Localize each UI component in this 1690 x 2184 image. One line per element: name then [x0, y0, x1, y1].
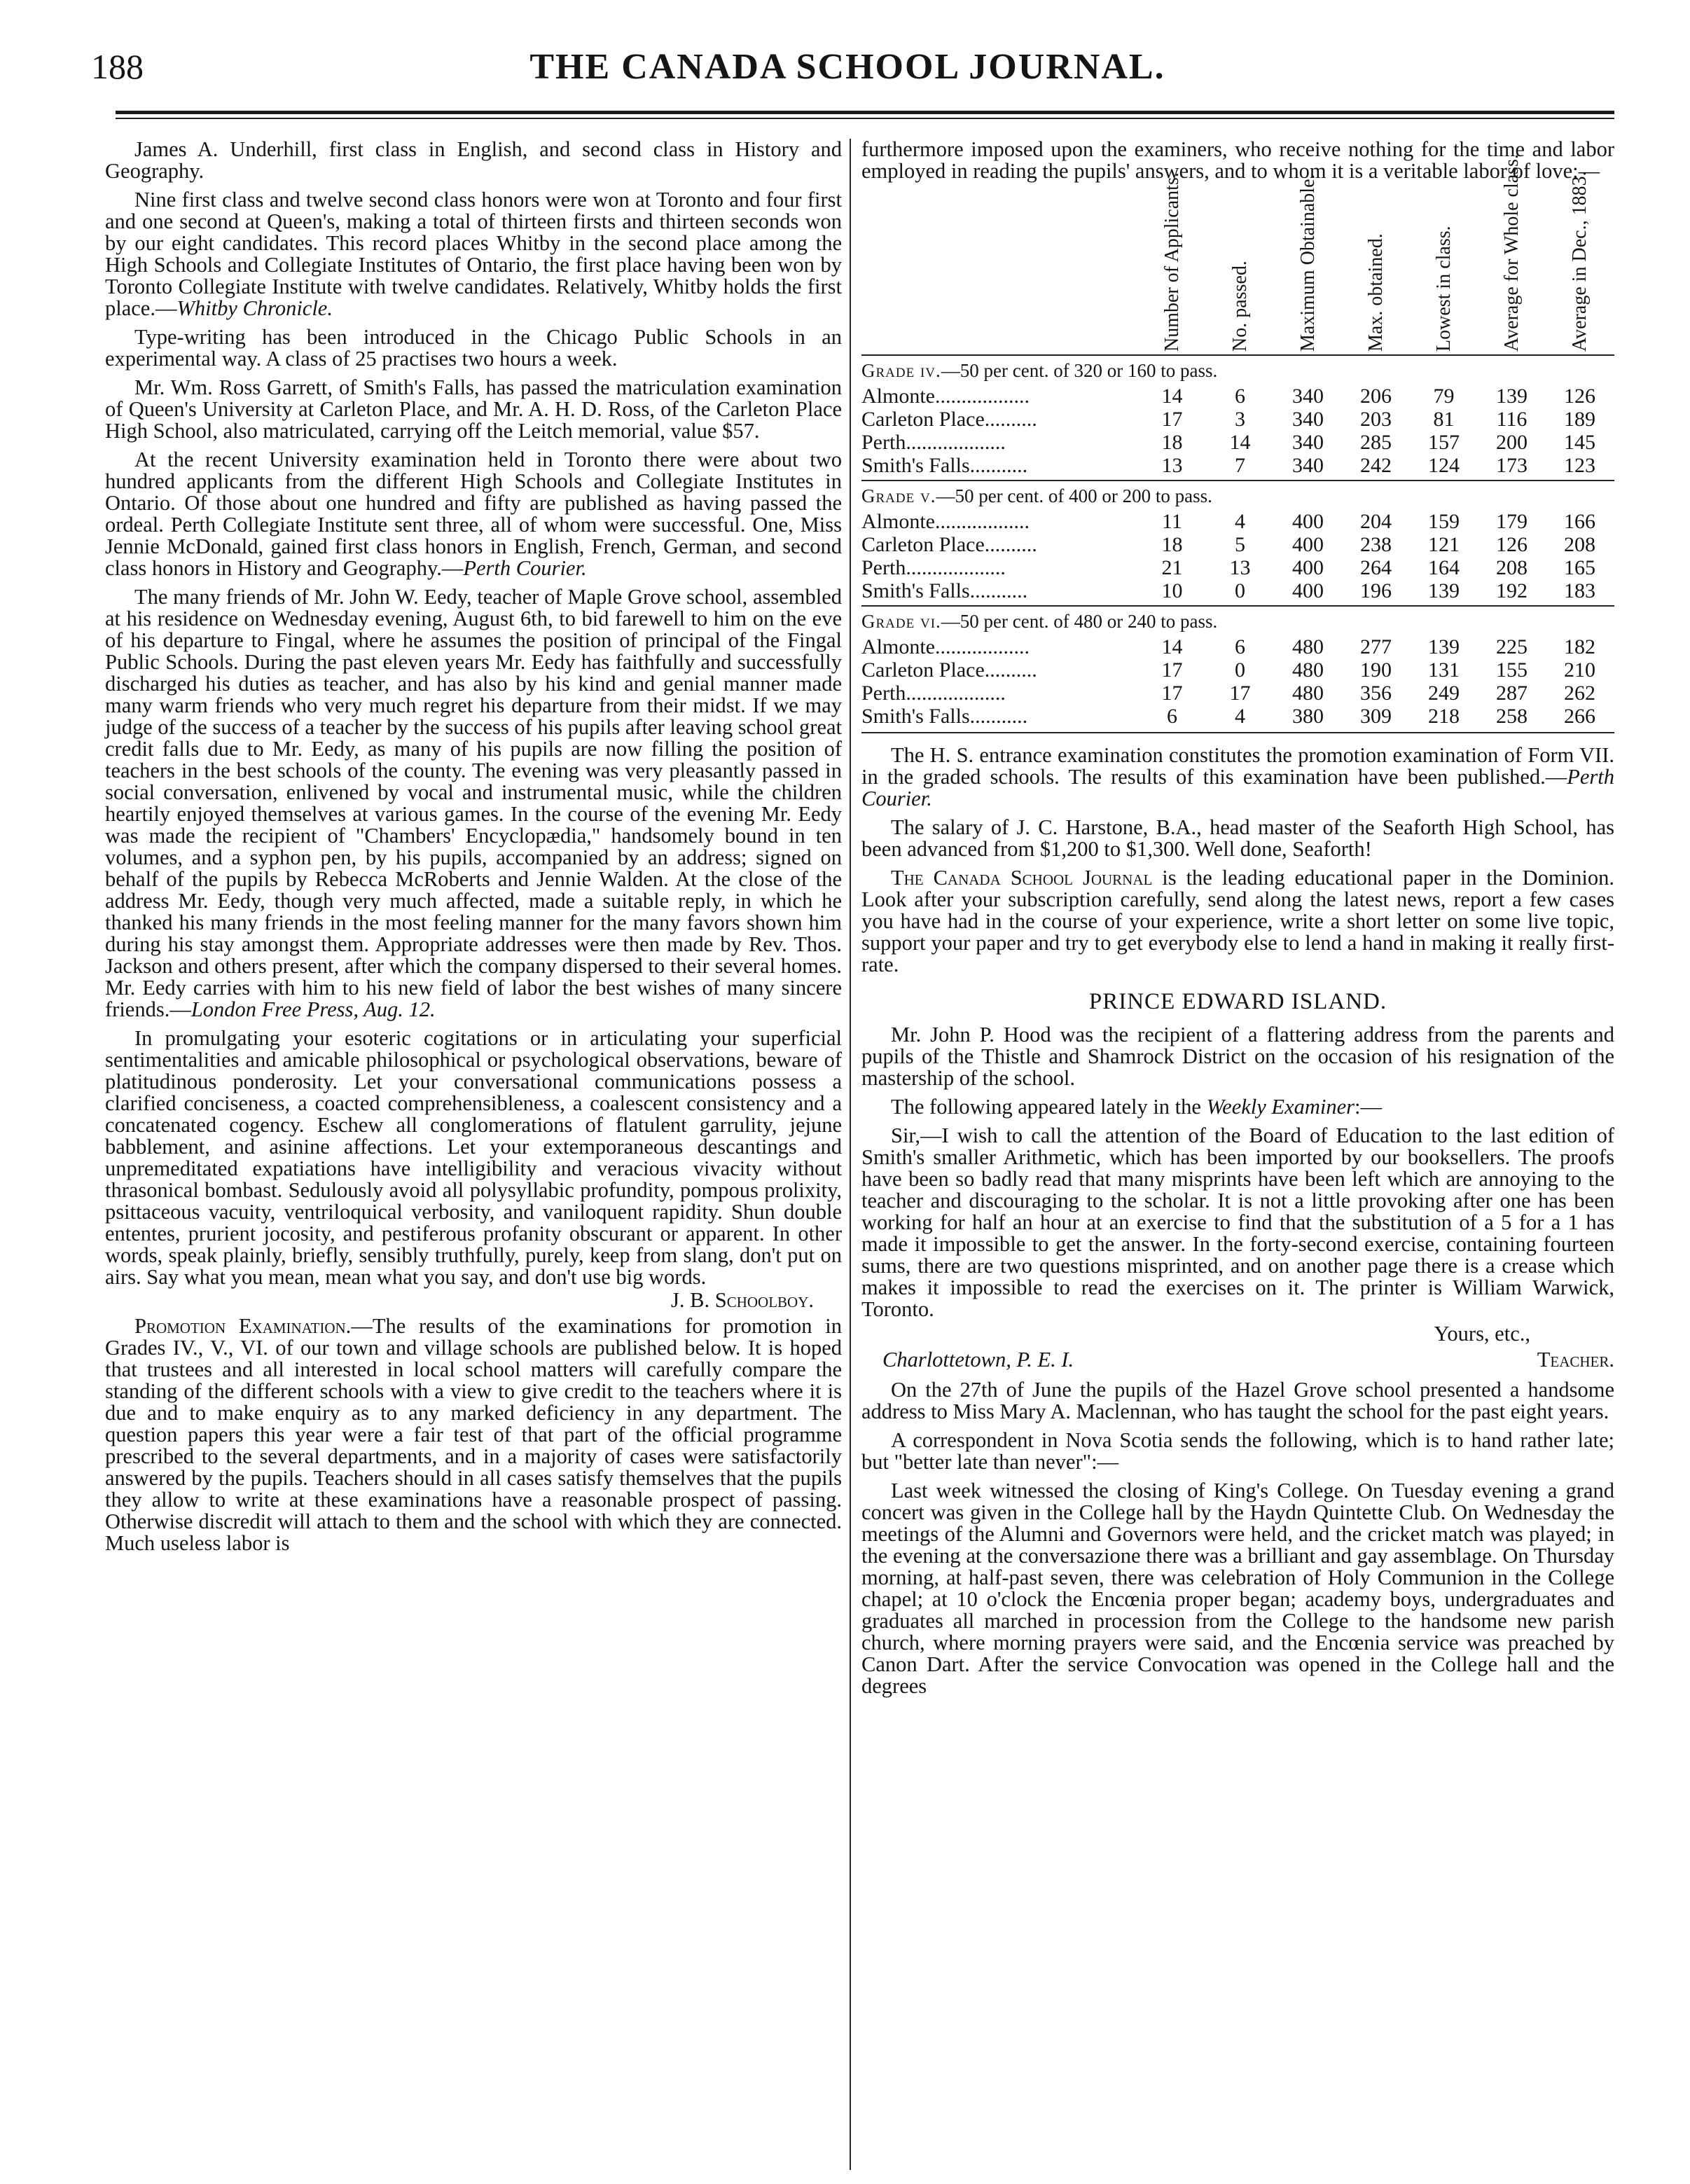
table-cell: 11: [1162, 510, 1182, 533]
article-paragraph: The following appeared lately in the Weekly Examiner:—: [891, 1095, 1382, 1119]
table-row: [861, 408, 1614, 431]
grade-group: [861, 605, 1614, 733]
table-cell: 258: [1496, 705, 1528, 728]
table-cell: 287: [1496, 682, 1528, 705]
table-cell: 18: [1161, 533, 1183, 556]
source-citation: Perth Courier.: [861, 765, 1614, 810]
article-paragraph: At the recent University examination held in Toronto there were about two hundred applicants from the different High Schools and Collegiate Institutes in Ontario. Of those about one hundred and fifty are published as having passed the ordeal. Perth Collegiate Institute sent three, all of whom were successful. One, Miss Jennie McDonald, gained first class honors in English, French, German, and second class honors in History and Geography.—Perth Courier.: [105, 448, 842, 580]
header-rule-thick: [116, 111, 1614, 114]
table-cell: 480: [1292, 635, 1324, 658]
journal-title: THE CANADA SCHOOL JOURNAL.: [529, 47, 1165, 87]
article-paragraph: The H. S. entrance examination constitutes the promotion examination of Form VII. in the graded schools. The results of this examination have been published.—Perth Courier.: [861, 743, 1614, 810]
article-paragraph: Nine first class and twelve second class honors were won at Toronto and four first and one second at Queen's, making a total of thirteen firsts and thirteen seconds won by our eight candidates. This record places Whitby in the second place among the High Schools and Collegiate Institutes of Ontario, the first place having been won by Toronto Collegiate Institute with twelve candidates. Relatively, Whitby holds the first place.—Whitby Chronicle.: [105, 188, 842, 320]
table-cell: 340: [1292, 431, 1324, 454]
article-paragraph: On the 27th of June the pupils of the Hazel Grove school presented a handsome address to Miss Mary A. Maclennan, who has taught the school for the past eight years.: [861, 1378, 1614, 1423]
table-cell: 242: [1360, 454, 1392, 477]
letter-closing: Yours, etc.,: [1434, 1322, 1530, 1346]
table-cell: 3: [1235, 408, 1245, 431]
table-cell: 124: [1428, 454, 1460, 477]
table-cell: 380: [1292, 705, 1324, 728]
article-paragraph: Promotion Examination.—The results of the examinations for promotion in Grades IV., V., VI. of our town and village schools are published below. It is hoped that trustees and all interested in local school matters will carefully compare the standing of the different schools with a view to give credit to the teachers where it is due and to make enquiry as to any marked deficiency in any department. The question papers this year were a fair test of that part of the official programme prescribed to the several departments, and in a majority of cases were satisfactorily answered by the pupils. Teachers should in all cases satisfy themselves that the pupils they allow to write at these examinations have a reasonable prospect of passing. Otherwise discredit will attach to them and the school with which they are connected. Much useless labor is: [105, 1314, 842, 1555]
letter-body: Sir,—I wish to call the attention of the Board of Education to the last edition of Smith's smaller Arithmetic, which has been imported by our booksellers. The proofs have been so badly read that many misprints have been left which are annoying to the teacher and discouraging to the scholar. It is not a little provoking after one has been working for half an hour at an exercise to find that the substitution of a 5 for a 1 has made it impossible to get the answer. In the forty-second exercise, containing fourteen sums, there are two questions misprinted, and on another page there is a crease which makes it impossible to read the exercises on it. The printer is William Warwick, Toronto.: [861, 1124, 1614, 1321]
table-cell: 200: [1496, 431, 1528, 454]
table-cell: 196: [1360, 579, 1392, 602]
table-cell: 139: [1428, 579, 1460, 602]
table-cell: 126: [1496, 533, 1528, 556]
signature: J. B. Schoolboy.: [671, 1288, 814, 1312]
grade-pass-rule: —50 per cent. of 400 or 200 to pass.: [936, 485, 1212, 506]
table-row: [861, 658, 1614, 682]
school-name: Smith's Falls...........: [861, 705, 1028, 728]
table-cell: 192: [1496, 579, 1528, 602]
table-cell: 13: [1229, 556, 1251, 579]
table-cell: 5: [1235, 533, 1245, 556]
table-cell: 4: [1235, 705, 1245, 728]
table-cell: 356: [1360, 682, 1392, 705]
table-cell: 179: [1496, 510, 1528, 533]
source-citation: Whitby Chronicle.: [176, 296, 333, 320]
table-cell: 17: [1161, 682, 1183, 705]
school-name: Carleton Place..........: [861, 658, 1037, 682]
table-cell: 6: [1235, 635, 1245, 658]
article-paragraph: James A. Underhill, first class in English, and second class in History and Geography.: [105, 137, 842, 183]
table-cell: 285: [1360, 431, 1392, 454]
table-cell: 7: [1235, 454, 1245, 477]
school-name: Smith's Falls...........: [861, 454, 1028, 477]
school-name: Perth...................: [861, 556, 1006, 579]
table-cell: 400: [1292, 579, 1324, 602]
table-cell: 262: [1564, 682, 1595, 705]
section-lead: Promotion Examination.: [134, 1314, 352, 1338]
grade-label: Grade v.: [861, 485, 936, 506]
article-paragraph: The many friends of Mr. John W. Eedy, teacher of Maple Grove school, assembled at his residence on Wednesday evening, August 6th, to bid farewell to him on the eve of his departure to Fingal, where he assumes the position of principal of the Fingal Public Schools. During the past eleven years Mr. Eedy has faithfully and successfully discharged his duties as teacher, and has also by his kind and genial manner made many warm friends who very much regret his departure from their midst. If we may judge of the success of a teacher by the success of his pupils after leaving school great credit falls due to Mr. Eedy, as many of his pupils are now filling the position of teachers in the best schools of the county. The evening was very pleasantly passed in social conversation, enlivened by vocal and instrumental music, while the children heartily enjoyed themselves at various games. In the course of the evening Mr. Eedy was made the recipient of "Chambers' Encyclopædia," handsomely bound in ten volumes, and a syphon pen, by his pupils, accompanied by an address; signed on behalf of the pupils by Rebecca McRoberts and Jennie Walden. At the close of the address Mr. Eedy, though very much affected, made a suitable reply, in which he thanked his many friends in the most feeling manner for the many favors shown him during his stay amongst them. Appropriate addresses were then made by Rev. Thos. Jackson and others present, after which the company dispersed to their several homes. Mr. Eedy carries with him to his new field of labor the best wishes of many sincere friends.—London Free Press, Aug. 12.: [105, 585, 842, 1021]
table-cell: 206: [1360, 385, 1392, 408]
table-cell: 145: [1564, 431, 1595, 454]
article-paragraph: A correspondent in Nova Scotia sends the following, which is to hand rather late; but "better late than never":—: [861, 1428, 1614, 1474]
right-column: [861, 139, 1614, 1704]
table-cell: 208: [1496, 556, 1528, 579]
table-cell: 18: [1161, 431, 1183, 454]
table-cell: 139: [1428, 635, 1460, 658]
article-paragraph: The Canada School Journal is the leading educational paper in the Dominion. Look after your subscription carefully, send along the latest news, report a few cases you have had in the course of your experience, write a short letter on some live topic, support your paper and try to get everybody else to lend a hand in making it really first-rate.: [861, 866, 1614, 976]
grade-group: [861, 480, 1614, 602]
table-cell: 340: [1292, 408, 1324, 431]
page-header: [84, 46, 1611, 102]
table-cell: 210: [1564, 658, 1595, 682]
school-name: Carleton Place..........: [861, 408, 1037, 431]
table-row: [861, 454, 1614, 477]
table-cell: 190: [1360, 658, 1392, 682]
table-row: [861, 510, 1614, 533]
school-name: Smith's Falls...........: [861, 579, 1028, 602]
grade-groups: [861, 354, 1614, 733]
school-name: Almonte..................: [861, 510, 1030, 533]
table-cell: 14: [1161, 385, 1183, 408]
table-cell: 131: [1428, 658, 1460, 682]
grade-pass-rule: —50 per cent. of 480 or 240 to pass.: [941, 611, 1218, 632]
source-citation: London Free Press, Aug. 12.: [191, 997, 436, 1021]
column-header: Maximum Obtainable.: [1296, 174, 1319, 352]
letter-place: Charlottetown, P. E. I.: [882, 1348, 1074, 1371]
table-row: [861, 682, 1614, 705]
table-row: [861, 579, 1614, 602]
grade-label: Grade vi.: [861, 611, 941, 632]
school-name: Perth...................: [861, 431, 1006, 454]
header-rule-thin: [116, 118, 1614, 119]
column-header: Average in Dec., 1883.: [1568, 171, 1591, 352]
table-cell: 266: [1564, 705, 1595, 728]
table-cell: 165: [1564, 556, 1595, 579]
column-divider: [850, 139, 851, 2170]
table-cell: 203: [1360, 408, 1392, 431]
table-cell: 6: [1167, 705, 1177, 728]
table-row: [861, 635, 1614, 658]
table-cell: 14: [1229, 431, 1251, 454]
article-paragraph: Mr. Wm. Ross Garrett, of Smith's Falls, has passed the matriculation examination of Queen's University at Carleton Place, and Mr. A. H. D. Ross, of the Carleton Place High School, also matriculated, carrying off the Leitch memorial, value $57.: [105, 375, 842, 443]
article-paragraph: In promulgating your esoteric cogitations or in articulating your superficial sentimentalities and amicable philosophical or psychological observations, beware of platitudinous ponderosity. Let your conversational communications possess a clarified conciseness, a coacted comprehensibleness, a coalescent consistency and a concatenated cogency. Eschew all conglomerations of flatulent garrulity, jejune babblement, and asinine affections. Let your extemporaneous descantings and unpremeditated expatiations have intelligibility and veracious vivacity without thrasonical bombast. Sedulously avoid all polysyllabic profundity, pompous prolixity, psittaceous vacuity, ventriloquical verbosity, and vaniloquent rapidity. Shun double ententes, prurient jocosity, and pestiferous profanity obscurant or apparent. In other words, speak plainly, briefly, sensibly truthfully, purely, keep from slang, don't put on airs. Say what you mean, mean what you say, and don't use big words.: [105, 1026, 842, 1289]
school-name: Carleton Place..........: [861, 533, 1037, 556]
table-cell: 182: [1564, 635, 1595, 658]
table-cell: 81: [1433, 408, 1455, 431]
left-column: [105, 139, 842, 1561]
table-cell: 173: [1496, 454, 1528, 477]
table-cell: 21: [1161, 556, 1183, 579]
letter-signer: Teacher.: [1537, 1348, 1614, 1371]
table-cell: 204: [1360, 510, 1392, 533]
journal-name: The Canada School Journal: [891, 866, 1153, 890]
table-cell: 309: [1360, 705, 1392, 728]
school-name: Almonte..................: [861, 635, 1030, 658]
column-header: Max. obtained.: [1364, 233, 1387, 352]
column-header: Average for Whole class.: [1500, 154, 1523, 352]
table-cell: 400: [1292, 510, 1324, 533]
table-cell: 225: [1496, 635, 1528, 658]
article-paragraph: The salary of J. C. Harstone, B.A., head master of the Seaforth High School, has been advanced from $1,200 to $1,300. Well done, Seaforth!: [861, 815, 1614, 861]
table-cell: 218: [1428, 705, 1460, 728]
table-cell: 340: [1292, 385, 1324, 408]
table-cell: 14: [1161, 635, 1183, 658]
table-cell: 79: [1433, 385, 1455, 408]
column-header: No. passed.: [1228, 261, 1251, 352]
table-row: [861, 533, 1614, 556]
table-cell: 238: [1360, 533, 1392, 556]
grade-label: Grade iv.: [861, 360, 941, 381]
table-cell: 17: [1229, 682, 1251, 705]
table-cell: 183: [1564, 579, 1595, 602]
grade-group: [861, 354, 1614, 477]
table-cell: 400: [1292, 556, 1324, 579]
school-name: Almonte..................: [861, 385, 1030, 408]
table-cell: 116: [1496, 408, 1528, 431]
table-cell: 480: [1292, 682, 1324, 705]
table-cell: 0: [1235, 579, 1245, 602]
source-citation: Weekly Examiner: [1206, 1095, 1355, 1119]
grade-pass-rule: —50 per cent. of 320 or 160 to pass.: [941, 360, 1218, 381]
table-cell: 17: [1161, 408, 1183, 431]
column-header: Number of Applicants.: [1161, 172, 1183, 352]
table-cell: 0: [1235, 658, 1245, 682]
section-heading: PRINCE EDWARD ISLAND.: [1088, 989, 1387, 1014]
page-number: 188: [91, 47, 144, 86]
table-cell: 155: [1496, 658, 1528, 682]
grade-title: [861, 611, 1614, 633]
table-cell: 139: [1496, 385, 1528, 408]
table-cell: 340: [1292, 454, 1324, 477]
article-paragraph: Last week witnessed the closing of King's College. On Tuesday evening a grand concert was given in the College hall by the Haydn Quintette Club. On Wednesday the meetings of the Alumni and Governors were held, and the cricket match was played; in the evening at the conversazione there was a brilliant and gay assemblage. On Thursday morning, at half-past seven, there was celebration of Holy Communion in the College chapel; at 10 o'clock the Encœnia proper began; academy boys, undergraduates and graduates all marched in procession from the College to the handsome new parish church, where morning prayers were said, and the Encœnia service was preached by Canon Dart. After the service Convocation was opened in the College hall and the degrees: [861, 1479, 1614, 1698]
table-cell: 13: [1161, 454, 1183, 477]
column-header: Lowest in class.: [1432, 226, 1455, 352]
table-cell: 164: [1428, 556, 1460, 579]
table-cell: 189: [1564, 408, 1595, 431]
table-cell: 121: [1428, 533, 1460, 556]
table-cell: 159: [1428, 510, 1460, 533]
table-cell: 6: [1235, 385, 1245, 408]
table-cell: 480: [1292, 658, 1324, 682]
table-cell: 126: [1564, 385, 1595, 408]
letter-signoff: [861, 1349, 1614, 1371]
table-cell: 157: [1428, 431, 1460, 454]
article-paragraph: Type-writing has been introduced in the Chicago Public Schools in an experimental way. A class of 25 practises two hours a week.: [105, 325, 842, 371]
table-cell: 10: [1161, 579, 1183, 602]
article-paragraph: Mr. John P. Hood was the recipient of a flattering address from the parents and pupils of the Thistle and Shamrock District on the occasion of his resignation of the mastership of the school.: [861, 1023, 1614, 1090]
source-citation: Perth Courier.: [463, 556, 587, 580]
table-row: [861, 431, 1614, 454]
table-cell: 17: [1161, 658, 1183, 682]
table-cell: 249: [1428, 682, 1460, 705]
table-row: [861, 556, 1614, 579]
article-paragraph: furthermore imposed upon the examiners, who receive nothing for the time and labor employed in reading the pupils' answers, and to whom it is a veritable labor of love:—: [861, 137, 1614, 183]
table-cell: 4: [1235, 510, 1245, 533]
grade-title: [861, 360, 1614, 382]
school-name: Perth...................: [861, 682, 1006, 705]
table-cell: 400: [1292, 533, 1324, 556]
table-cell: 166: [1564, 510, 1595, 533]
table-row: [861, 705, 1614, 728]
grade-title: [861, 485, 1614, 507]
table-cell: 277: [1360, 635, 1392, 658]
table-cell: 123: [1564, 454, 1595, 477]
table-cell: 208: [1564, 533, 1595, 556]
table-cell: 264: [1360, 556, 1392, 579]
table-row: [861, 385, 1614, 408]
